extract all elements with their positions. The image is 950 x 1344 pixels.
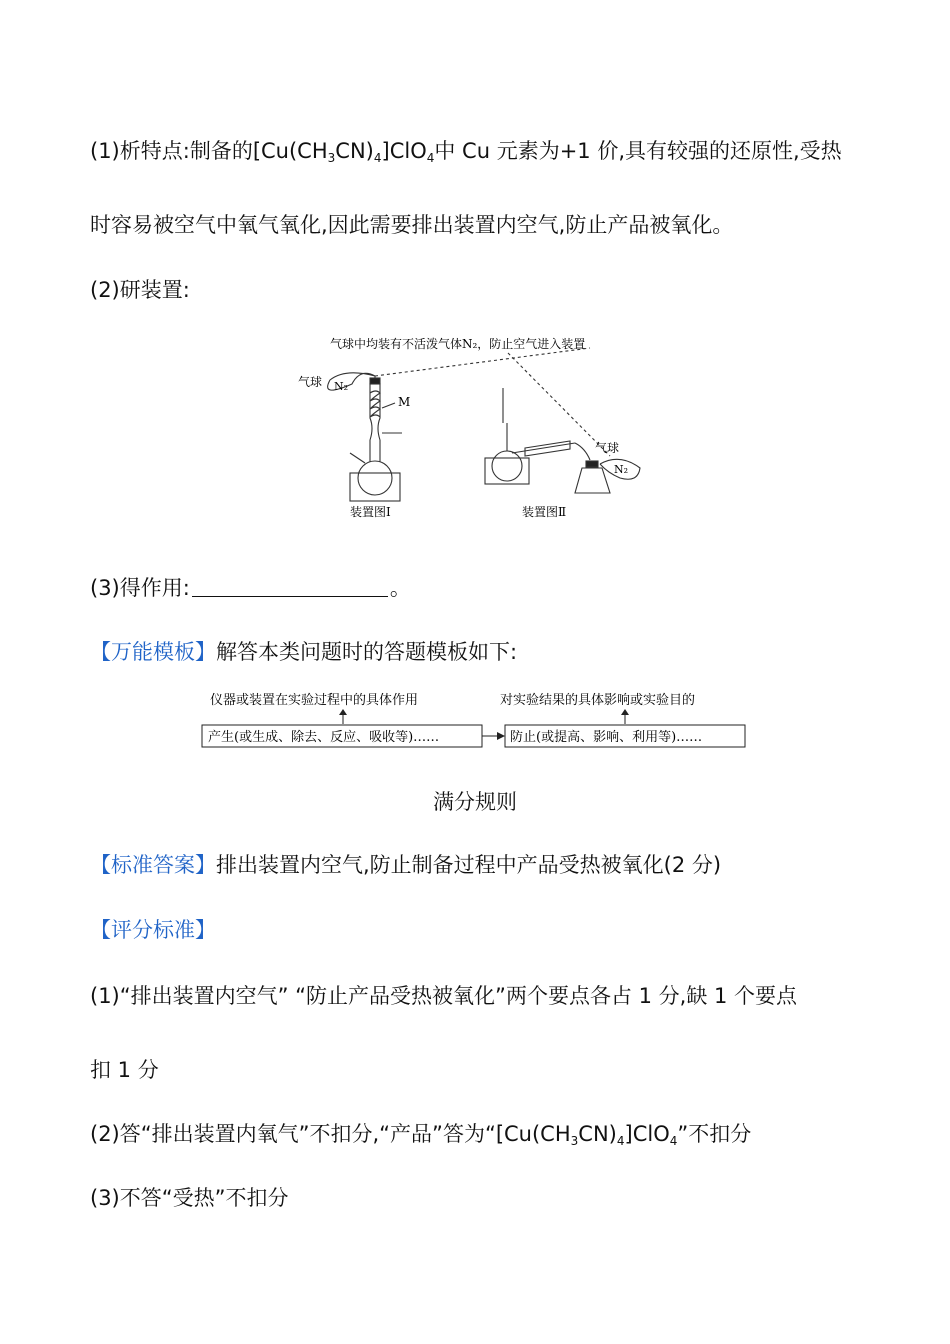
apparatus-1-label: 装置图Ⅰ	[350, 505, 391, 519]
answer-blank	[192, 576, 388, 597]
n2-label-1: N₂	[334, 380, 349, 393]
template-top-left: 仪器或装置在实验过程中的具体作用	[210, 693, 419, 708]
standard-answer-tag: 【标准答案】	[90, 853, 216, 877]
rule-3: (3)不答“受热”不扣分	[90, 1186, 289, 1210]
balloon-label-2: 气球	[595, 441, 620, 455]
rule-2: (2)答“排出装置内氧气”不扣分,“产品”答为“$[Cu(CH_3CN)_4]ClO_4$”不扣分	[90, 1122, 752, 1148]
n2-label-2: N₂	[614, 463, 629, 476]
paragraph-2: (2)研装置:	[90, 278, 190, 302]
standard-answer: 【标准答案】排出装置内空气,防止制备过程中产品受热被氧化(2 分)	[90, 853, 722, 877]
rule-1: (1)“排出装置内空气” “防止产品受热被氧化”两个要点各占 1 分,缺 1 个要点	[90, 984, 798, 1008]
section-heading: 满分规则	[433, 790, 517, 814]
balloon-label-1: 气球	[298, 375, 323, 389]
paragraph-1-continued: 时容易被空气中氧气氧化,因此需要排出装置内空气,防止产品被氧化。	[90, 213, 734, 237]
paragraph-1: (1)析特点:制备的$[Cu(CH_3CN)_4]ClO_4$中 Cu 元素为+1 价,具有较强的还原性,受热	[90, 139, 842, 165]
answer-template-diagram	[200, 688, 750, 752]
figure-caption: 气球中均装有不活泼气体N₂，防止空气进入装置	[330, 337, 586, 351]
template-box-left: 产生(或生成、除去、反应、吸收等)……	[208, 730, 440, 745]
apparatus-figure	[290, 328, 670, 528]
rule-1-continued: 扣 1 分	[90, 1058, 159, 1082]
apparatus-2-label: 装置图Ⅱ	[522, 505, 567, 519]
template-tag: 【万能模板】	[90, 640, 216, 664]
paragraph-3: (3)得作用: 。	[90, 576, 411, 600]
template-top-right: 对实验结果的具体影响或实验目的	[500, 693, 696, 708]
criteria-tag: 【评分标准】	[90, 918, 216, 942]
template-box-right: 防止(或提高、影响、利用等)……	[510, 730, 703, 745]
template-intro: 【万能模板】解答本类问题时的答题模板如下:	[90, 640, 518, 664]
m-label: M	[398, 395, 411, 409]
